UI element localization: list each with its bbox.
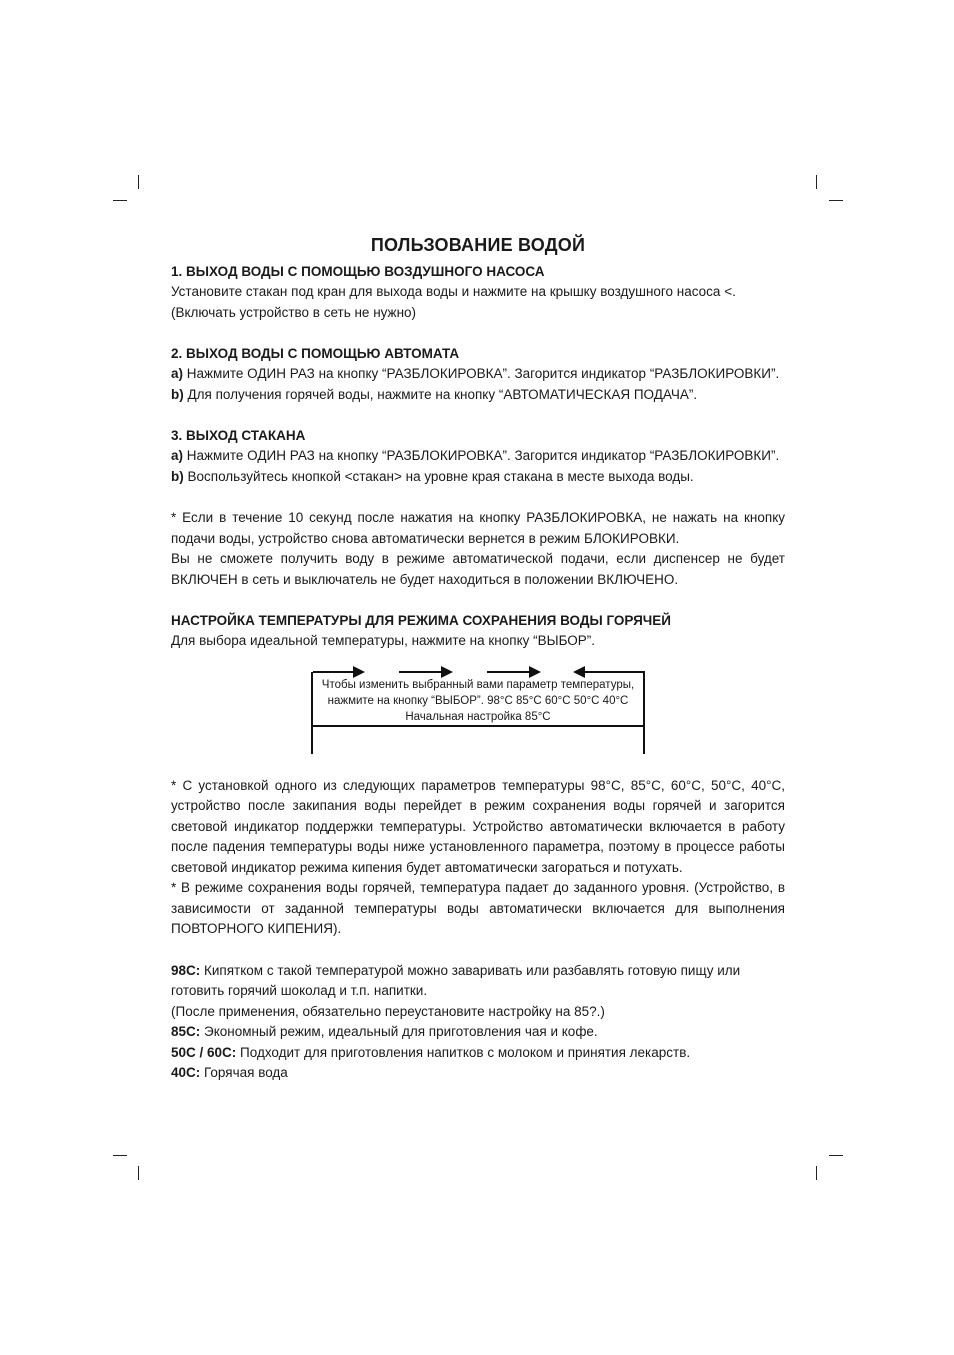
crop-mark-bottom-left-h (113, 1155, 127, 1156)
page-title: ПОЛЬЗОВАНИЕ ВОДОЙ (370, 235, 586, 255)
note-1-paragraph-1: * Если в течение 10 секунд после нажатия на кнопку РАЗБЛОКИРОВКА, не нажать на кнопку подачи воды, устройство снова автоматически вернется в режим БЛОКИРОВКИ. (171, 510, 785, 546)
crop-mark-top-right-h (829, 200, 843, 201)
temperature-intro: Для выбора идеальной температуры, нажмите на кнопку “ВЫБОР”. (171, 633, 596, 648)
mode-40-label: 40C: (171, 1065, 201, 1080)
note-2-paragraph-2: * В режиме сохранения воды горячей, температура падает до заданного уровня. (Устройство, в зависимости от заданной температуры воды автоматически включается для выполнения ПОВТОРНОГО КИПЕНИЯ). (171, 880, 785, 936)
step-a-text: Нажмите ОДИН РАЗ на кнопку “РАЗБЛОКИРОВКА”. Загорится индикатор “РАЗБЛОКИРОВКИ”. (183, 448, 780, 463)
crop-mark-bottom-left-v (138, 1166, 139, 1180)
mode-98 (171, 961, 785, 1002)
mode-50-60-label: 50C / 60C: (171, 1044, 237, 1060)
arrow-3-line (487, 671, 529, 673)
section-1-heading: 1. ВЫХОД ВОДЫ С ПОМОЩЬЮ ВОЗДУШНОГО НАСОСА (171, 264, 545, 279)
step-b-label: b) (171, 468, 184, 484)
section-2-heading: 2. ВЫХОД ВОДЫ С ПОМОЩЬЮ АВТОМАТА (171, 346, 460, 361)
mode-50-60 (171, 1043, 785, 1064)
crop-mark-bottom-right-v (816, 1166, 817, 1180)
step-b-text: Воспользуйтесь кнопкой <стакан> на уровне края стакана в месте выхода воды. (183, 468, 694, 484)
spacer (171, 590, 785, 611)
mode-85-label: 85C: (171, 1024, 201, 1039)
spacer (171, 323, 785, 344)
diagram-text (311, 677, 645, 725)
section-2-step-a (171, 364, 785, 385)
temperature-cycle-diagram (311, 664, 665, 754)
spacer (171, 940, 785, 961)
document-body (171, 232, 785, 1084)
step-a-text: Нажмите ОДИН РАЗ на кнопку “РАЗБЛОКИРОВКА”. Загорится индикатор “РАЗБЛОКИРОВКИ”. (183, 366, 780, 381)
diagram-line-1: Чтобы изменить выбранный вами параметр температуры, (321, 678, 635, 691)
diagram-line-2: нажмите на кнопку “ВЫБОР”. 98°C 85°C 60°C 50°C 40°C (327, 694, 629, 707)
section-1-line-2: (Включать устройство в сеть не нужно) (171, 304, 417, 320)
mode-85-text: Экономный режим, идеальный для приготовления чая и кофе. (200, 1024, 598, 1039)
section-3-heading: 3. ВЫХОД СТАКАНА (171, 428, 306, 443)
note-1-paragraph-2: Вы не сможете получить воду в режиме автоматической подачи, если диспенсер не будет ВКЛЮЧЕН в сеть и выключатель не будет находиться в положении ВКЛЮЧЕНО. (171, 551, 785, 587)
note-2-paragraph-1: * С установкой одного из следующих параметров температуры 98°C, 85°C, 60°C, 50°C, 40°C, устройство после закипания воды перейдет в режим сохранения воды горячей и загорится световой индикатор поддержки температуры. Устройство автоматически включается в работу после падения температуры воды ниже установленного параметра, поэтому в процессе работы световой индикатор режима кипения будет автоматически загораться и потухать. (171, 777, 785, 875)
temperature-heading: НАСТРОЙКА ТЕМПЕРАТУРЫ ДЛЯ РЕЖИМА СОХРАНЕНИЯ ВОДЫ ГОРЯЧЕЙ (171, 613, 672, 628)
step-a-label: a) (171, 448, 184, 463)
spacer (171, 754, 785, 776)
step-a-label: a) (171, 366, 184, 381)
crop-mark-top-right-v (816, 175, 817, 189)
crop-mark-top-left-h (113, 200, 127, 201)
arrow-4-line (585, 671, 645, 673)
spacer (171, 487, 785, 508)
step-b-label: b) (171, 386, 184, 402)
section-1-line-1: Установите стакан под кран для выхода воды и нажмите на крышку воздушного насоса <. (171, 284, 736, 299)
crop-mark-bottom-right-h (829, 1155, 843, 1156)
spacer (171, 405, 785, 426)
step-b-text: Для получения горячей воды, нажмите на кнопку “АВТОМАТИЧЕСКАЯ ПОДАЧА”. (183, 386, 698, 402)
section-2-step-b (171, 385, 785, 406)
mode-85 (171, 1022, 785, 1043)
mode-98-label: 98C: (171, 962, 201, 978)
arrow-2-line (399, 671, 441, 673)
section-3-step-a (171, 446, 785, 467)
crop-mark-top-left-v (138, 175, 139, 189)
section-3-step-b (171, 467, 785, 488)
arrow-1-line (313, 671, 353, 673)
mode-40 (171, 1063, 785, 1084)
mode-40-text: Горячая вода (200, 1065, 288, 1080)
mode-98-text: Кипятком с такой температурой можно заваривать или разбавлять готовую пищу или готовить горячий шоколад и т.п. напитки. (171, 962, 741, 998)
mode-98-note: (После применения, обязательно переустановите настройку на 85?.) (171, 1003, 605, 1019)
mode-50-60-text: Подходит для приготовления напитков с молоком и принятия лекарств. (236, 1044, 691, 1060)
diagram-line-3: Начальная настройка 85°C (405, 710, 551, 723)
